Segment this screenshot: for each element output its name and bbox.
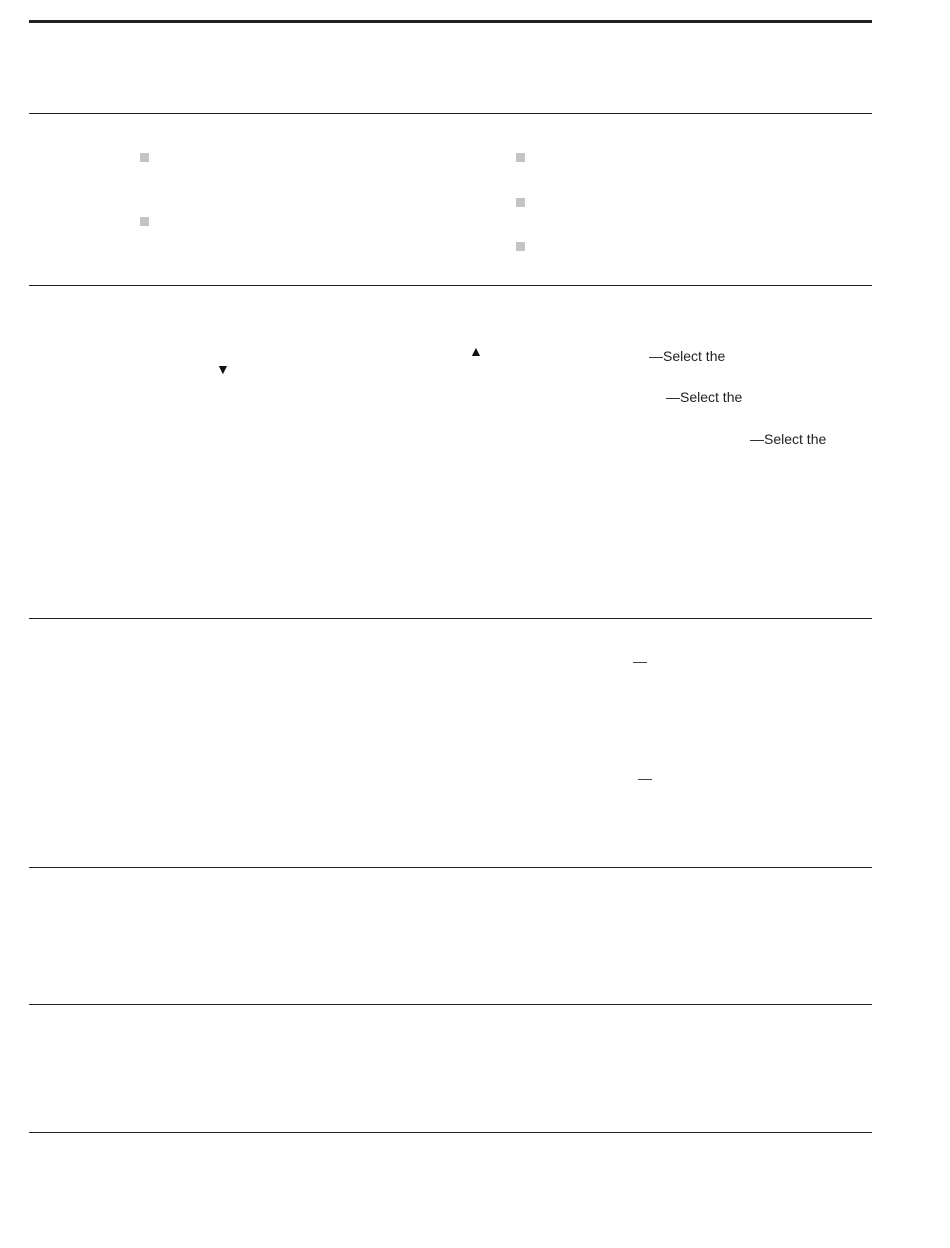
triangle-up-icon: ▲ (469, 343, 483, 359)
square-bullet-icon (140, 217, 149, 226)
section-divider (29, 867, 872, 868)
square-bullet-icon (140, 153, 149, 162)
section-divider (29, 285, 872, 286)
instruction-text: —Select the (649, 348, 726, 364)
square-bullet-icon (516, 198, 525, 207)
section-divider-top (29, 20, 872, 23)
square-bullet-icon (516, 242, 525, 251)
section-divider (29, 1004, 872, 1005)
section-divider (29, 113, 872, 114)
instruction-text: —Select the (666, 389, 743, 405)
dash-mark: — (633, 653, 647, 669)
section-divider (29, 618, 872, 619)
triangle-down-icon: ▼ (216, 361, 230, 377)
section-divider-bottom (29, 1132, 872, 1133)
dash-mark: — (638, 770, 652, 786)
instruction-text: —Select the (750, 431, 827, 447)
square-bullet-icon (516, 153, 525, 162)
